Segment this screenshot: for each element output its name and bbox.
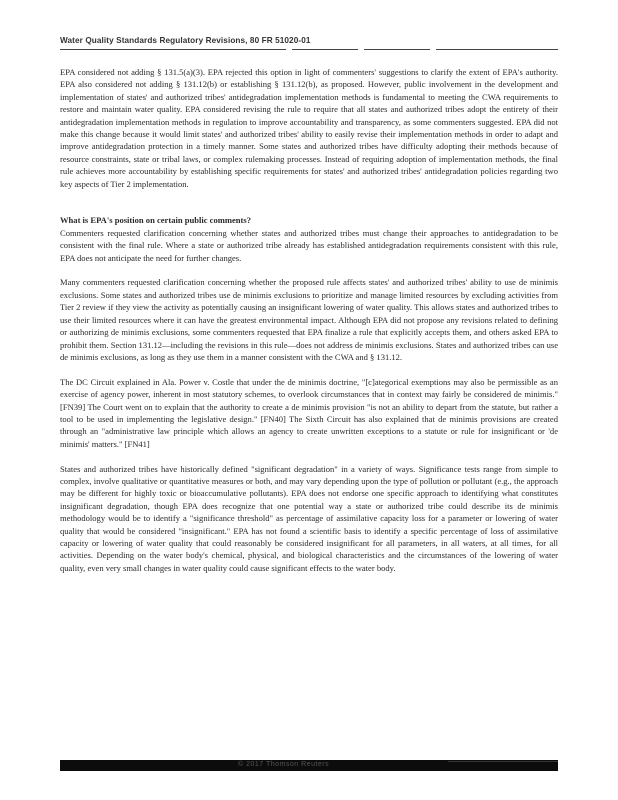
section-heading: What is EPA's position on certain public comments?	[60, 215, 251, 226]
document-title: Water Quality Standards Regulatory Revisions, 80 FR 51020-01	[60, 36, 311, 45]
paragraph: Commenters requested clarification concerning whether states and authorized tribes must change their approaches to antidegradation to be consistent with the final rule. Where a state or authorized tribe already has established antidegradation requirements consistent with this rule, EPA does not anticipate the need for further changes.	[60, 227, 558, 263]
header-rule-3	[364, 49, 430, 50]
paragraph: Many commenters requested clarification concerning whether the proposed rule affects states' and authorized tribes' ability to use de minimis exclusions. Some states and authorized tribes use de minimis exclusions to prioritize and manage limited resources by excluding activities from Tier 2 review if they view the activity as potentially causing an insignificant lowering of water quality. This allows states and authorized tribes to use their limited resources where it can have the greatest environmental impact. Although EPA did not propose any revisions related to defining or authorizing de minimis exclusions, some commenters requested that EPA finalize a rule that explicitly accepts them, and others asked EPA to prohibit them. Section 131.12—including the revisions in this rule—does not address de minimis exclusions. States and authorized tribes can use de minimis exclusions, as long as they use them in a manner consistent with the CWA and § 131.12.	[60, 277, 558, 362]
paragraph: The DC Circuit explained in Ala. Power v. Costle that under the de minimis doctrine, "[c]ategorical exemptions may also be permissible as an exercise of agency power, inherent in most statutory schemes, to overlook circumstances that in context may fairly be considered de minimis." [FN39] The Court went on to explain that the authority to create a de minimis provision "is not an ability to depart from the statute, but rather a tool to be used in implementing the legislative design." [FN40] The Sixth Circuit has also explained that de minimis provisions are created through an "administrative law principle which allows an agency to create unwritten exceptions to a statute or rule for insignificant or 'de minimis' matters." [FN41]	[60, 376, 558, 449]
paragraph: States and authorized tribes have historically defined "significant degradation" in a variety of ways. Significance tests range from simple to complex, involve qualitative or quantitative measures or both, and may vary depending upon the type of pollution or pollutant (e.g., the approach may be different for highly toxic or bioaccumulative pollutants). EPA does not endorse one specific approach to identifying what constitutes insignificant degradation, though EPA does recognize that one potential way a state or authorized tribe could describe its de minimis methodology would be to identify a "significance threshold" as percentage of assimilative capacity loss for a parameter or lowering of water quality that would be considered "insignificant." EPA has not found a scientific basis to identify a specific percentage of loss of assimilative capacity or lowering of water quality that could reasonably be considered insignificant for all parameters, in all waters, at all times, for all activities. Depending on the water body's chemical, physical, and biological characteristics and the circumstances of the lowering of water quality, even very small changes in water quality could cause significant effects to the water body.	[60, 463, 558, 573]
page-header	[60, 36, 558, 50]
header-rule-1	[60, 49, 286, 50]
paragraph: EPA considered not adding § 131.5(a)(3). EPA rejected this option in light of commenters' suggestions to clarify the extent of EPA's authority. EPA also considered not adding § 131.12(b) or establishing § 131.12(b), as proposed. However, public involvement in the development and implementation of states' and authorized tribes' antidegradation implementation methods is fundamental to meeting the CWA requirements to restore and maintain water quality. EPA considered revising the rule to require that all states and authorized tribes adopt the entirety of their antidegradation implementation methods in regulation to improve accountability and transparency, as some commenters suggested. EPA did not make this change because it would limit states' and authorized tribes' ability to easily revise their implementation methods in order to adapt and improve antidegradation protection in a timely manner. Some states and authorized tribes have difficulty adopting their methods because of resource constraints, state or tribal laws, or complex rulemaking processes. Instead of requiring adoption of implementation methods, the final rule achieves more accountability by establishing specific requirements for states' and authorized tribes' antidegradation policies regarding two key aspects of Tier 2 implementation.	[60, 67, 558, 189]
header-rule-2	[292, 49, 358, 50]
footer-rule	[448, 761, 558, 762]
section-spacer	[60, 202, 558, 214]
document-body	[60, 66, 558, 587]
footer-copyright: © 2017 Thomson Reuters	[238, 761, 330, 768]
header-rule-5	[492, 49, 558, 50]
